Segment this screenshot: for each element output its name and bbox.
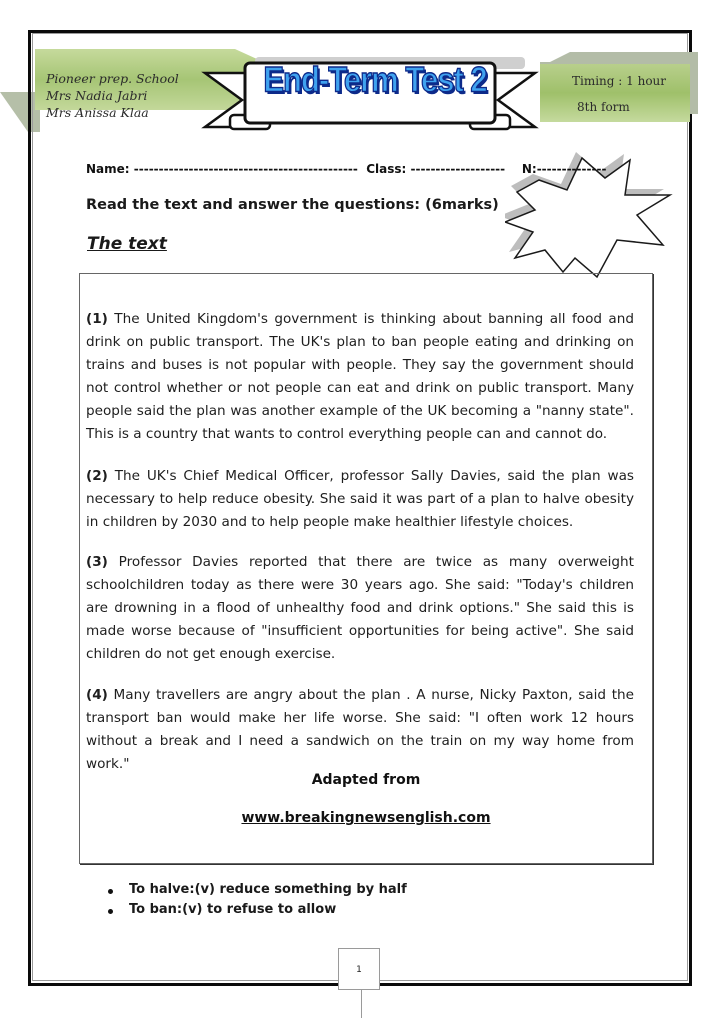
page-number-tick — [361, 990, 362, 1018]
teacher-name: Mrs Anissa Klaa — [46, 105, 149, 120]
test-title: End-Term Test 2 — [263, 59, 487, 100]
header-test-info — [572, 74, 666, 126]
vocabulary-item: To ban:(v) to refuse to allow — [108, 902, 407, 922]
header-school-info — [46, 70, 179, 121]
paragraph-text: Many travellers are angry about the plan . A nurse, Nicky Paxton, said the transport ban would make her life worse. She said: "I often work 12 hours without a break and I need a sandwich on the train on my way home from work." — [86, 687, 634, 772]
paragraph-1 — [86, 308, 634, 446]
student-info-line: Name: --------------------------------------------- Class: ------------------- N:-------------- — [86, 162, 607, 176]
school-name: Pioneer prep. School — [46, 71, 179, 86]
source-link[interactable]: www.breakingnewsenglish.com — [241, 810, 491, 826]
form-label: 8th form — [577, 100, 630, 114]
paragraph-number: (3) — [86, 554, 108, 570]
paragraph-text: Professor Davies reported that there are twice as many overweight schoolchildren today as there were 30 years ago. She said: "Today's children are drowning in a flood of unhealthy food and drink options." She said this is made worse because of "insufficient opportunities for being active". She said children do not get enough exercise. — [86, 554, 634, 662]
section-title: The text — [87, 234, 167, 254]
teacher-name: Mrs Nadia Jabri — [46, 88, 148, 103]
instruction-text: Read the text and answer the questions: (6marks) — [86, 197, 499, 213]
paragraph-2 — [86, 465, 634, 534]
paragraph-text: The UK's Chief Medical Officer, professor Sally Davies, said the plan was necessary to help reduce obesity. She said it was part of a plan to halve obesity in children by 2030 and to help people make healthier lifestyle choices. — [86, 468, 634, 530]
paragraph-number: (4) — [86, 687, 108, 703]
paragraph-4 — [86, 684, 634, 776]
paragraph-number: (1) — [86, 311, 108, 327]
paragraph-text: The United Kingdom's government is thinking about banning all food and drink on public transport. The UK's plan to ban people eating and drinking on trains and buses is not popular with people. They say the government should not control whether or not people can eat and drink on public transport. Many people said the plan was another example of the UK becoming a "nanny state". This is a country that wants to control everything people can and cannot do. — [86, 311, 634, 442]
page-number: 1 — [338, 948, 380, 990]
timing-label: Timing : 1 hour — [572, 74, 667, 88]
paragraph-3 — [86, 551, 634, 666]
adapted-from-label: Adapted from — [311, 772, 421, 788]
paragraph-number: (2) — [86, 468, 108, 484]
vocabulary-item: To halve:(v) reduce something by half — [108, 882, 407, 902]
vocabulary-list — [108, 882, 407, 922]
